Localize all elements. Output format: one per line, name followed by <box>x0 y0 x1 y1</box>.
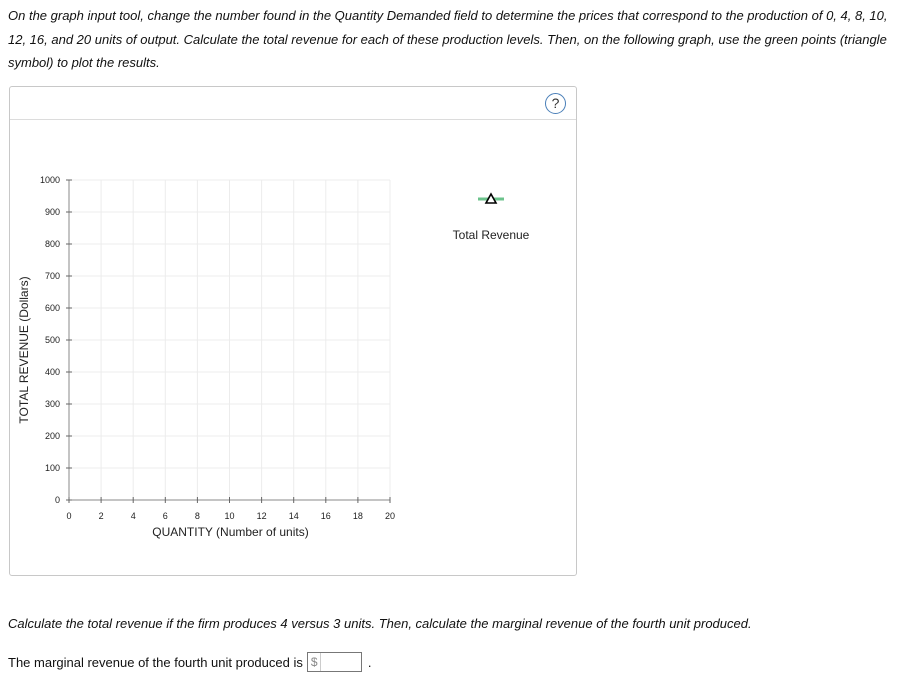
y-tick-label: 600 <box>44 303 60 313</box>
legend-label: Total Revenue <box>452 228 530 242</box>
x-axis-label: QUANTITY (Number of units) <box>152 525 309 539</box>
y-tick-label: 100 <box>44 463 60 473</box>
total-revenue-chart[interactable] <box>10 87 576 575</box>
y-tick-label: 900 <box>44 207 60 217</box>
y-tick-label: 0 <box>54 495 60 505</box>
x-tick-label: 10 <box>224 511 235 521</box>
x-tick-label: 14 <box>288 511 299 521</box>
y-tick-label: 500 <box>44 335 60 345</box>
x-tick-label: 6 <box>162 511 168 521</box>
y-axis-label: TOTAL REVENUE (Dollars) <box>17 276 31 424</box>
x-tick-label: 18 <box>352 511 363 521</box>
x-tick-label: 2 <box>98 511 104 521</box>
x-tick-label: 12 <box>256 511 267 521</box>
x-tick-label: 8 <box>194 511 200 521</box>
graph-panel <box>9 86 577 576</box>
instructions-text: On the graph input tool, change the number found in the Quantity Demanded field to determine the prices that correspond to the production of 0, 4, 8, 10, 12, 16, and 20 units of output. Calculate the total revenue for each of these production levels. Then, on the following graph, use the green points (triangle symbol) to plot the results. <box>8 8 888 70</box>
dollar-sign: $ <box>308 653 321 671</box>
y-tick-label: 800 <box>44 239 60 249</box>
marginal-revenue-question: Calculate the total revenue if the firm produces 4 versus 3 units. Then, calculate the marginal revenue of the fourth unit produced. <box>8 616 752 631</box>
help-icon: ? <box>551 95 560 111</box>
x-tick-label: 16 <box>320 511 331 521</box>
y-tick-label: 200 <box>44 431 60 441</box>
x-tick-label: 0 <box>66 511 72 521</box>
answer-row <box>8 652 371 672</box>
answer-label: The marginal revenue of the fourth unit produced is <box>8 654 303 670</box>
y-tick-label: 400 <box>44 367 60 377</box>
y-tick-label: 700 <box>44 271 60 281</box>
marginal-revenue-input[interactable] <box>321 653 363 671</box>
answer-period: . <box>367 654 372 670</box>
answer-field[interactable] <box>307 652 362 672</box>
x-tick-label: 4 <box>130 511 136 521</box>
y-tick-label: 1000 <box>39 175 60 185</box>
x-tick-label: 20 <box>384 511 396 521</box>
y-tick-label: 300 <box>44 399 60 409</box>
